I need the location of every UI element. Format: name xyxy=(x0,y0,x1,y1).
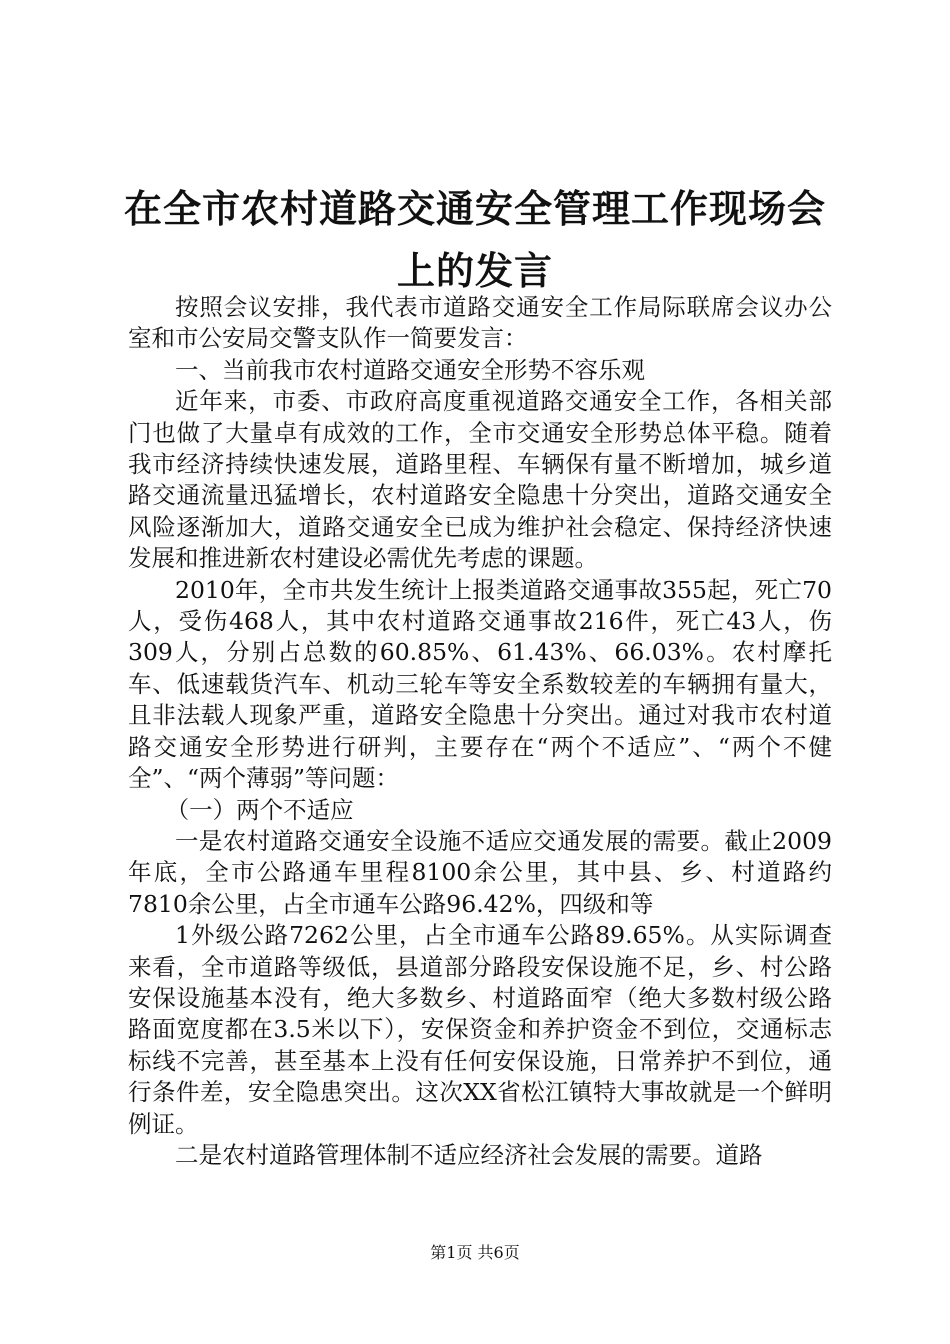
section-heading-1: 一、当前我市农村道路交通安全形势不容乐观 xyxy=(175,355,645,384)
subsection-heading-1: （一）两个不适应 xyxy=(165,795,354,824)
paragraph-point-1: 一是农村道路交通安全设施不适应交通发展的需要。截止2009年底，全市公路通车里程8100余公里，其中县、乡、村道路约7810余公里，占全市通车公路96.42%，四级和等 xyxy=(128,826,832,918)
page-footer: 第1页 共6页 xyxy=(430,1243,520,1262)
paragraph-point-2: 二是农村道路管理体制不适应经济社会发展的需要。道路 xyxy=(175,1140,763,1169)
document-title: 在全市农村道路交通安全管理工作现场会上的发言 xyxy=(123,186,826,293)
paragraph-statistics: 2010年，全市共发生统计上报类道路交通事故355起，死亡70人，受伤468人，其中农村道路交通事故216件，死亡43人，伤309人，分别占总数的60.85%、61.43%、66.03%。农村摩托车、低速载货汽车、机动三轮车等安全系数较差的车辆拥有量大，且非法载人现象严重，道路安全隐患十分突出。通过对我市农村道路交通安全形势进行研判，主要存在“两个不适应”、“两个不健全”、“两个薄弱”等问题： xyxy=(128,575,832,793)
document-body xyxy=(128,292,832,1171)
paragraph-situation: 近年来，市委、市政府高度重视道路交通安全工作，各相关部门也做了大量卓有成效的工作，全市交通安全形势总体平稳。随着我市经济持续快速发展，道路里程、车辆保有量不断增加，城乡道路交通流量迅猛增长，农村道路安全隐患十分突出，道路交通安全风险逐渐加大，道路交通安全已成为维护社会稳定、保持经济快速发展和推进新农村建设必需优先考虑的课题。 xyxy=(128,387,832,573)
paragraph-intro: 按照会议安排，我代表市道路交通安全工作局际联席会议办公室和市公安局交警支队作一简要发言： xyxy=(128,293,832,353)
paragraph-point-1-cont: 1外级公路7262公里，占全市通车公路89.65%。从实际调查来看，全市道路等级低，县道部分路段安保设施不足，乡、村公路安保设施基本没有，绝大多数乡、村道路面窄（绝大多数村级公路路面宽度都在3.5米以下），安保资金和养护资金不到位，交通标志标线不完善，甚至基本上没有任何安保设施，日常养护不到位，通行条件差，安全隐患突出。这次XX省松江镇特大事故就是一个鲜明例证。 xyxy=(128,921,832,1138)
